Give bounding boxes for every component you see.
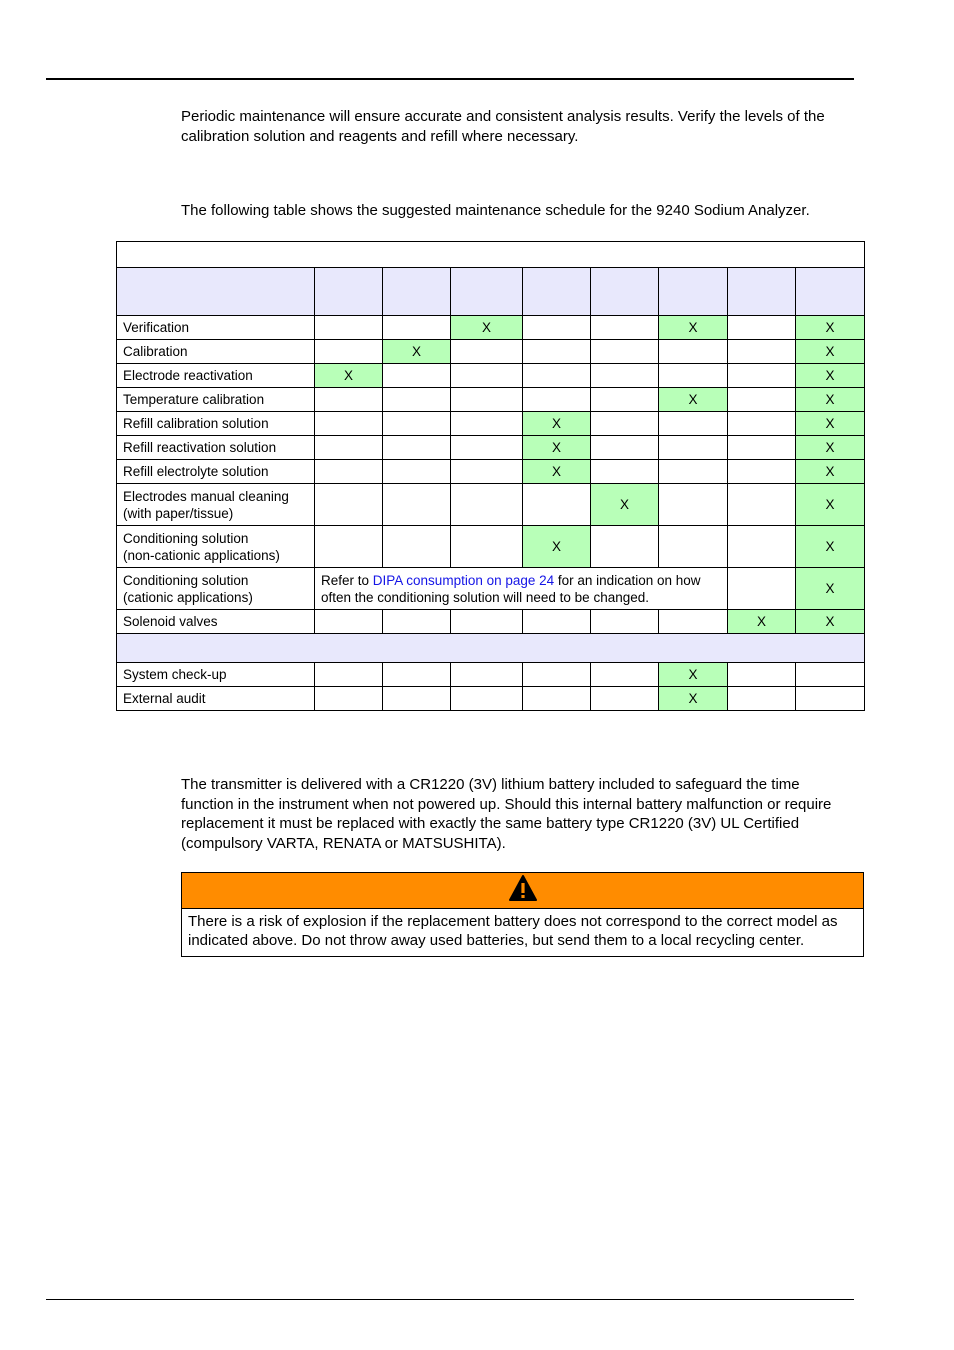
schedule-cell [315,316,383,340]
schedule-intro: The following table shows the suggested maintenance schedule for the 9240 Sodium Analyzer. [181,202,810,219]
schedule-cell [315,526,383,568]
schedule-cell [591,412,659,436]
schedule-cell [591,663,659,687]
table-header-row [117,268,865,316]
schedule-cell [315,340,383,364]
schedule-cell [451,364,523,388]
schedule-cell [315,412,383,436]
schedule-cell [591,316,659,340]
schedule-cell [523,316,591,340]
maintenance-schedule-table [116,241,865,711]
schedule-cell [523,610,591,634]
schedule-mark: X [796,484,865,526]
schedule-cell [523,687,591,711]
schedule-cell [728,484,796,526]
schedule-cell [315,663,383,687]
schedule-cell [383,610,451,634]
schedule-cell [451,526,523,568]
schedule-cell [659,364,728,388]
schedule-cell [728,663,796,687]
schedule-cell [659,460,728,484]
schedule-mark: X [796,412,865,436]
table-row [117,364,865,388]
table-row [117,663,865,687]
schedule-mark: X [796,568,865,610]
dipa-note [315,568,728,610]
schedule-cell [451,388,523,412]
schedule-cell [591,340,659,364]
schedule-cell [383,663,451,687]
schedule-mark: X [659,663,728,687]
schedule-cell [451,460,523,484]
schedule-cell [523,364,591,388]
warning-header [182,873,863,909]
schedule-mark: X [728,610,796,634]
schedule-cell [796,663,865,687]
dipa-consumption-link[interactable]: DIPA consumption on page 24 [372,572,555,588]
table-row [117,316,865,340]
schedule-mark: X [796,364,865,388]
table-row [117,388,865,412]
task-label: Conditioning solution (cationic applications) [117,568,315,610]
schedule-mark: X [451,316,523,340]
schedule-cell [315,687,383,711]
schedule-cell [591,687,659,711]
schedule-cell [659,610,728,634]
schedule-mark: X [796,610,865,634]
schedule-cell [591,436,659,460]
schedule-cell [383,526,451,568]
table-row [117,436,865,460]
task-label: Refill electrolyte solution [117,460,315,484]
schedule-cell [523,484,591,526]
schedule-mark: X [796,460,865,484]
table-row [117,412,865,436]
schedule-cell [451,663,523,687]
schedule-mark: X [796,388,865,412]
schedule-cell [383,412,451,436]
schedule-mark: X [796,340,865,364]
schedule-cell [383,484,451,526]
schedule-cell [591,364,659,388]
task-label: Electrodes manual cleaning (with paper/tissue) [117,484,315,526]
schedule-cell [451,687,523,711]
warning-triangle-icon [508,874,538,907]
task-label: Temperature calibration [117,388,315,412]
schedule-mark: X [523,526,591,568]
task-label: Refill reactivation solution [117,436,315,460]
schedule-cell [451,436,523,460]
schedule-cell [728,526,796,568]
schedule-cell [383,364,451,388]
schedule-mark: X [796,436,865,460]
service-section-row [117,634,865,663]
battery-info: The transmitter is delivered with a CR1220 (3V) lithium battery included to safeguard the time function in the instrument when not powered up. Should this internal battery malfunction or require replacement it must be replaced with exactly the same battery type CR1220 (3V) UL Certified (compulsory VARTA, RENATA or MATSUSHITA). [181,776,832,852]
schedule-cell [315,484,383,526]
table-row [117,610,865,634]
schedule-cell [659,412,728,436]
schedule-cell [383,687,451,711]
maintenance-intro: Periodic maintenance will ensure accurate and consistent analysis results. Verify the levels of the calibration solution and reagents and refill where necessary. [181,108,825,145]
table-row [117,484,865,526]
schedule-mark: X [659,388,728,412]
schedule-cell [591,526,659,568]
schedule-mark: X [659,687,728,711]
task-label: Refill calibration solution [117,412,315,436]
schedule-cell [659,526,728,568]
schedule-cell [451,610,523,634]
schedule-cell [796,687,865,711]
schedule-cell [591,388,659,412]
schedule-mark: X [796,316,865,340]
schedule-cell [451,484,523,526]
schedule-cell [728,340,796,364]
footer-rule [46,1299,854,1300]
schedule-cell [591,610,659,634]
task-label: Solenoid valves [117,610,315,634]
header-rule [46,78,854,80]
schedule-cell [315,436,383,460]
table-row [117,340,865,364]
table-title-row [117,242,865,268]
schedule-cell [315,610,383,634]
schedule-cell [728,364,796,388]
schedule-cell [728,412,796,436]
schedule-mark: X [659,316,728,340]
table-row [117,687,865,711]
task-label: Electrode reactivation [117,364,315,388]
schedule-cell [451,340,523,364]
task-label: Verification [117,316,315,340]
schedule-mark: X [523,436,591,460]
schedule-cell [728,436,796,460]
warning-box [181,872,864,957]
schedule-cell [383,316,451,340]
schedule-mark: X [383,340,451,364]
schedule-cell [523,388,591,412]
schedule-cell [728,388,796,412]
table-row [117,568,865,610]
task-label: External audit [117,687,315,711]
schedule-cell [383,460,451,484]
task-label: System check-up [117,663,315,687]
schedule-cell [383,388,451,412]
schedule-cell [523,340,591,364]
task-label: Conditioning solution (non-cationic applications) [117,526,315,568]
schedule-mark: X [523,412,591,436]
note-text: for an indication on how often the conditioning solution will need to be changed. [321,572,701,605]
schedule-cell [591,460,659,484]
schedule-cell [451,412,523,436]
table-row [117,460,865,484]
schedule-cell [523,663,591,687]
schedule-cell [728,460,796,484]
schedule-cell [728,687,796,711]
schedule-mark: X [315,364,383,388]
task-label: Calibration [117,340,315,364]
schedule-cell [659,436,728,460]
schedule-mark: X [796,526,865,568]
schedule-cell [728,568,796,610]
schedule-mark: X [523,460,591,484]
schedule-mark: X [591,484,659,526]
note-text: Refer to [321,572,373,588]
schedule-cell [383,436,451,460]
warning-text: There is a risk of explosion if the replacement battery does not correspond to the correct model as indicated above. Do not throw away used batteries, but send them to a local recycling center. [188,913,838,949]
schedule-cell [315,388,383,412]
schedule-cell [659,340,728,364]
table-row [117,526,865,568]
schedule-cell [659,484,728,526]
schedule-cell [315,460,383,484]
schedule-cell [728,316,796,340]
